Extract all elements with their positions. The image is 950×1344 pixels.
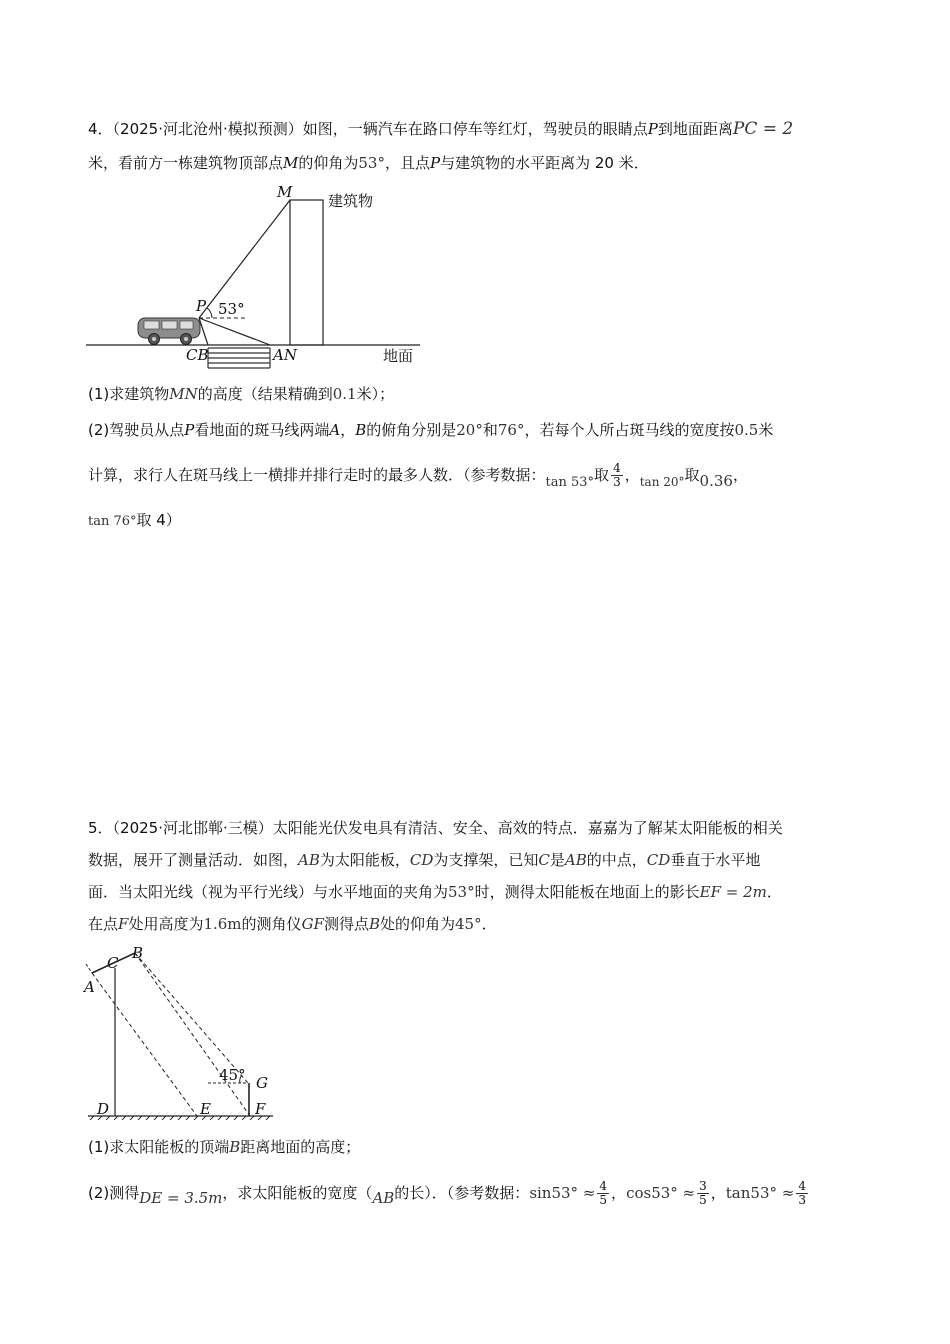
sun-ray-A [92,973,197,1116]
label-angle-53: 53° [218,300,245,318]
angle-arc [207,308,212,318]
q5-stem-line1: 5．（2025·河北邯郸·三模）太阳能光伏发电具有清洁、安全、高效的特点．嘉嘉为了解某太阳能板的相关 [88,819,783,837]
label-M: M [277,183,293,201]
q4-part2-line1: (2)驾驶员从点P看地面的斑马线两端A，B的俯角分别是20°和76°，若每个人所占斑马线的宽度按0.5米 [88,421,774,439]
q5-number: 5． [88,819,113,837]
label-F: F [255,1100,266,1118]
q5-stem-line4: 在点F处用高度为1.6m的测角仪GF测得点B处的仰角为45°． [88,915,497,933]
car-icon [138,318,200,345]
q5-frac-sin: $\frac{4}{5}$ [599,1179,608,1207]
q4-number: 4． [88,120,113,138]
label-CB: CB [186,346,209,364]
q5-stem-line3: 面．当太阳光线（视为平行光线）与水平地面的夹角为53°时，测得太阳能板在地面上的影长EF = 2m． [88,883,782,901]
q4-stem-line1: 4．（2025·河北沧州·模拟预测）如图，一辆汽车在路口停车等红灯，驾驶员的眼睛点P到地面距离PC = 2 [88,119,794,139]
building [290,200,323,345]
q5-part2: (2)测得DE = 3.5m，求太阳能板的宽度（AB的长）．（参考数据：sin53° ≈ $\frac{4}{5}$ ，cos53° ≈ $\frac{3}{5}$ ，tan53° ≈ $\frac{4}{3}$ [88,1179,806,1207]
sight-line-GB [135,953,248,1083]
q5-frac-tan: $\frac{4}{3}$ [798,1179,806,1207]
label-B: B [132,944,144,962]
sun-ray-B [135,953,250,1116]
q4-stem-line2: 米，看前方一栋建筑物顶部点M的仰角为53°，且点P与建筑物的水平距离为 20 米． [88,154,649,172]
q5-source: （2025·河北邯郸·三模） [112,819,273,837]
label-building: 建筑物 [328,192,374,210]
label-C: C [107,954,119,972]
q5-figure [80,940,280,1120]
label-A: A [84,978,95,996]
label-P: P [196,297,207,315]
q4-part2-line3: tan 76°取 4） [88,511,181,529]
q4-part1: (1)求建筑物MN的高度（结果精确到0.1米）； [88,385,395,403]
zebra-crossing [208,348,270,368]
label-G: G [256,1074,268,1092]
q4-frac-4-3: $\frac{4}{3}$ [613,461,621,489]
q4-source: （2025·河北沧州·模拟预测） [112,120,303,138]
q4-pc-eq: PC = 2 [732,119,794,139]
panel-extension [86,964,92,973]
q5-frac-cos: $\frac{3}{5}$ [699,1179,707,1207]
q4-part2-line2: 计算，求行人在斑马线上一横排并排行走时的最多人数．（参考数据：tan 53°取 $\frac{4}{3}$ ，$_{tan 20^\circ}$取0.36， [88,461,748,490]
label-AN: AN [273,346,297,364]
label-E: E [200,1100,211,1118]
label-D: D [97,1100,110,1118]
label-angle-45: 45° [219,1066,246,1084]
q4-figure [80,180,430,370]
q5-part1: (1)求太阳能板的顶端B距离地面的高度； [88,1138,361,1156]
label-ground: 地面 [383,347,414,365]
sight-line-pa [199,318,270,345]
q5-stem-line2: 数据，展开了测量活动．如图，AB为太阳能板，CD为支撑架，已知C是AB的中点，CD垂直于水平地 [88,851,761,869]
